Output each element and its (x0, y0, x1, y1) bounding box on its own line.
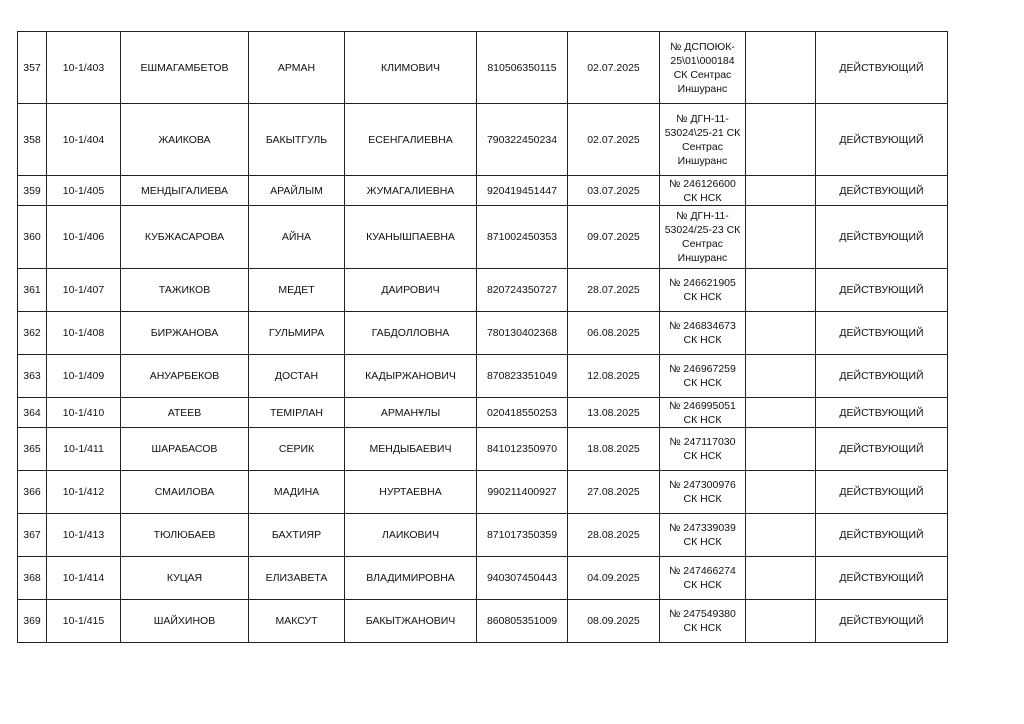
surname: КУБЖАСАРОВА (121, 206, 249, 269)
surname: ЕШМАГАМБЕТОВ (121, 32, 249, 104)
table-row (18, 398, 948, 428)
insurance-policy (660, 32, 746, 104)
policy-line: № 247466274 (669, 565, 736, 577)
iin: 860805351009 (477, 600, 568, 643)
row-number: 362 (18, 312, 47, 355)
issue-date: 27.08.2025 (568, 471, 660, 514)
document-number: 10-1/404 (47, 104, 121, 176)
first-name: АЙНА (249, 206, 345, 269)
row-number: 361 (18, 269, 47, 312)
issue-date: 28.07.2025 (568, 269, 660, 312)
first-name: ГУЛЬМИРА (249, 312, 345, 355)
table-row (18, 600, 948, 643)
table-row (18, 206, 948, 269)
patronymic: КАДЫРЖАНОВИЧ (345, 355, 477, 398)
note-cell (746, 471, 816, 514)
policy-line: Сентрас (682, 140, 723, 153)
policy-line: СК НСК (683, 413, 722, 426)
insurance-policy (660, 312, 746, 355)
document-number: 10-1/412 (47, 471, 121, 514)
first-name: АРМАН (249, 32, 345, 104)
first-name: ТЕМІРЛАН (249, 398, 345, 428)
policy-line: № 246126600 (669, 177, 736, 190)
policy-line: СК НСК (683, 579, 722, 591)
status: ДЕЙСТВУЮЩИЙ (816, 514, 948, 557)
row-number: 364 (18, 398, 47, 428)
status: ДЕЙСТВУЮЩИЙ (816, 471, 948, 514)
policy-line: № 246967259 (669, 363, 736, 375)
policy-line: № 247339039 (669, 522, 736, 534)
first-name: СЕРИК (249, 428, 345, 471)
status: ДЕЙСТВУЮЩИЙ (816, 176, 948, 206)
insurance-policy (660, 104, 746, 176)
policy-line: № 246834673 (669, 320, 736, 332)
status: ДЕЙСТВУЮЩИЙ (816, 557, 948, 600)
table-row (18, 514, 948, 557)
insurance-policy (660, 514, 746, 557)
policy-line: СК НСК (683, 377, 722, 389)
table-row (18, 312, 948, 355)
policy-line: № 247300976 (669, 479, 736, 491)
surname: МЕНДЫГАЛИЕВА (121, 176, 249, 206)
row-number: 367 (18, 514, 47, 557)
row-number: 357 (18, 32, 47, 104)
table-row (18, 32, 948, 104)
policy-line: Иншуранс (677, 252, 728, 264)
issue-date: 13.08.2025 (568, 398, 660, 428)
issue-date: 02.07.2025 (568, 104, 660, 176)
insurance-policy (660, 176, 746, 206)
registry-rows (18, 32, 948, 643)
insurance-policy (660, 206, 746, 269)
policy-line: СК НСК (683, 622, 722, 634)
document-number: 10-1/408 (47, 312, 121, 355)
policy-line: № ДСПОЮК- (670, 40, 735, 53)
surname: БИРЖАНОВА (121, 312, 249, 355)
policy-line: СК НСК (683, 493, 722, 505)
status: ДЕЙСТВУЮЩИЙ (816, 312, 948, 355)
policy-line: СК Сентрас (673, 68, 732, 81)
insurance-policy (660, 471, 746, 514)
status: ДЕЙСТВУЮЩИЙ (816, 355, 948, 398)
status: ДЕЙСТВУЮЩИЙ (816, 206, 948, 269)
registry-table (17, 31, 948, 643)
document-number: 10-1/409 (47, 355, 121, 398)
table-row (18, 176, 948, 206)
policy-line: № ДГН-11- (676, 112, 729, 125)
document-number: 10-1/406 (47, 206, 121, 269)
policy-line: СК НСК (683, 191, 722, 204)
policy-line: СК НСК (683, 291, 722, 303)
note-cell (746, 428, 816, 471)
iin: 820724350727 (477, 269, 568, 312)
surname: КУЦАЯ (121, 557, 249, 600)
patronymic: ЖУМАГАЛИЕВНА (345, 176, 477, 206)
row-number: 363 (18, 355, 47, 398)
policy-line: СК НСК (683, 450, 722, 462)
first-name: ЕЛИЗАВЕТА (249, 557, 345, 600)
issue-date: 03.07.2025 (568, 176, 660, 206)
row-number: 360 (18, 206, 47, 269)
issue-date: 12.08.2025 (568, 355, 660, 398)
document-number: 10-1/407 (47, 269, 121, 312)
note-cell (746, 176, 816, 206)
row-number: 365 (18, 428, 47, 471)
row-number: 359 (18, 176, 47, 206)
document-number: 10-1/411 (47, 428, 121, 471)
note-cell (746, 206, 816, 269)
patronymic: ЛАИКОВИЧ (345, 514, 477, 557)
status: ДЕЙСТВУЮЩИЙ (816, 32, 948, 104)
iin: 920419451447 (477, 176, 568, 206)
patronymic: ДАИРОВИЧ (345, 269, 477, 312)
status: ДЕЙСТВУЮЩИЙ (816, 398, 948, 428)
note-cell (746, 398, 816, 428)
patronymic: КУАНЫШПАЕВНА (345, 206, 477, 269)
note-cell (746, 104, 816, 176)
first-name: МАДИНА (249, 471, 345, 514)
first-name: МАКСУТ (249, 600, 345, 643)
issue-date: 06.08.2025 (568, 312, 660, 355)
first-name: БАХТИЯР (249, 514, 345, 557)
iin: 990211400927 (477, 471, 568, 514)
document-number: 10-1/414 (47, 557, 121, 600)
surname: ТАЖИКОВ (121, 269, 249, 312)
policy-line: № 247549380 (669, 608, 736, 620)
note-cell (746, 269, 816, 312)
issue-date: 18.08.2025 (568, 428, 660, 471)
patronymic: КЛИМОВИЧ (345, 32, 477, 104)
issue-date: 02.07.2025 (568, 32, 660, 104)
policy-line: Иншуранс (677, 154, 728, 167)
policy-line: № 246995051 (669, 399, 736, 412)
iin: 870823351049 (477, 355, 568, 398)
document-number: 10-1/403 (47, 32, 121, 104)
document-number: 10-1/410 (47, 398, 121, 428)
policy-line: 53024\25-21 СК (664, 126, 741, 139)
row-number: 366 (18, 471, 47, 514)
table-row (18, 557, 948, 600)
policy-line: Иншуранс (677, 82, 728, 95)
iin: 871017350359 (477, 514, 568, 557)
patronymic: МЕНДЫБАЕВИЧ (345, 428, 477, 471)
insurance-policy (660, 398, 746, 428)
policy-line: № 246621905 (669, 277, 736, 289)
surname: ЖАИКОВА (121, 104, 249, 176)
row-number: 369 (18, 600, 47, 643)
patronymic: ГАБДОЛЛОВНА (345, 312, 477, 355)
status: ДЕЙСТВУЮЩИЙ (816, 600, 948, 643)
row-number: 368 (18, 557, 47, 600)
surname: СМАИЛОВА (121, 471, 249, 514)
issue-date: 08.09.2025 (568, 600, 660, 643)
status: ДЕЙСТВУЮЩИЙ (816, 428, 948, 471)
iin: 841012350970 (477, 428, 568, 471)
surname: АТЕЕВ (121, 398, 249, 428)
insurance-policy (660, 269, 746, 312)
first-name: МЕДЕТ (249, 269, 345, 312)
status: ДЕЙСТВУЮЩИЙ (816, 104, 948, 176)
insurance-policy (660, 428, 746, 471)
policy-line: 25\01\000184 (670, 54, 735, 67)
patronymic: ЕСЕНГАЛИЕВНА (345, 104, 477, 176)
document-number: 10-1/413 (47, 514, 121, 557)
insurance-policy (660, 557, 746, 600)
iin: 871002450353 (477, 206, 568, 269)
note-cell (746, 514, 816, 557)
first-name: АРАЙЛЫМ (249, 176, 345, 206)
iin: 810506350115 (477, 32, 568, 104)
insurance-policy (660, 600, 746, 643)
first-name: БАКЫТГУЛЬ (249, 104, 345, 176)
policy-line: 53024/25-23 СК (664, 224, 741, 236)
patronymic: НУРТАЕВНА (345, 471, 477, 514)
surname: ТЮЛЮБАЕВ (121, 514, 249, 557)
patronymic: АРМАНҰЛЫ (345, 398, 477, 428)
insurance-policy (660, 355, 746, 398)
issue-date: 28.08.2025 (568, 514, 660, 557)
surname: ШАЙХИНОВ (121, 600, 249, 643)
note-cell (746, 312, 816, 355)
table-row (18, 269, 948, 312)
status: ДЕЙСТВУЮЩИЙ (816, 269, 948, 312)
policy-line: № 247117030 (669, 436, 736, 448)
note-cell (746, 355, 816, 398)
table-row (18, 355, 948, 398)
note-cell (746, 32, 816, 104)
iin: 940307450443 (477, 557, 568, 600)
table-row (18, 428, 948, 471)
first-name: ДОСТАН (249, 355, 345, 398)
surname: АНУАРБЕКОВ (121, 355, 249, 398)
iin: 780130402368 (477, 312, 568, 355)
table-row (18, 471, 948, 514)
document-number: 10-1/415 (47, 600, 121, 643)
document-number: 10-1/405 (47, 176, 121, 206)
policy-line: СК НСК (683, 334, 722, 346)
patronymic: ВЛАДИМИРОВНА (345, 557, 477, 600)
note-cell (746, 557, 816, 600)
policy-line: СК НСК (683, 536, 722, 548)
iin: 020418550253 (477, 398, 568, 428)
note-cell (746, 600, 816, 643)
patronymic: БАКЫТЖАНОВИЧ (345, 600, 477, 643)
issue-date: 09.07.2025 (568, 206, 660, 269)
surname: ШАРАБАСОВ (121, 428, 249, 471)
iin: 790322450234 (477, 104, 568, 176)
policy-line: Сентрас (682, 238, 723, 250)
row-number: 358 (18, 104, 47, 176)
table-row (18, 104, 948, 176)
issue-date: 04.09.2025 (568, 557, 660, 600)
policy-line: № ДГН-11- (676, 210, 729, 222)
